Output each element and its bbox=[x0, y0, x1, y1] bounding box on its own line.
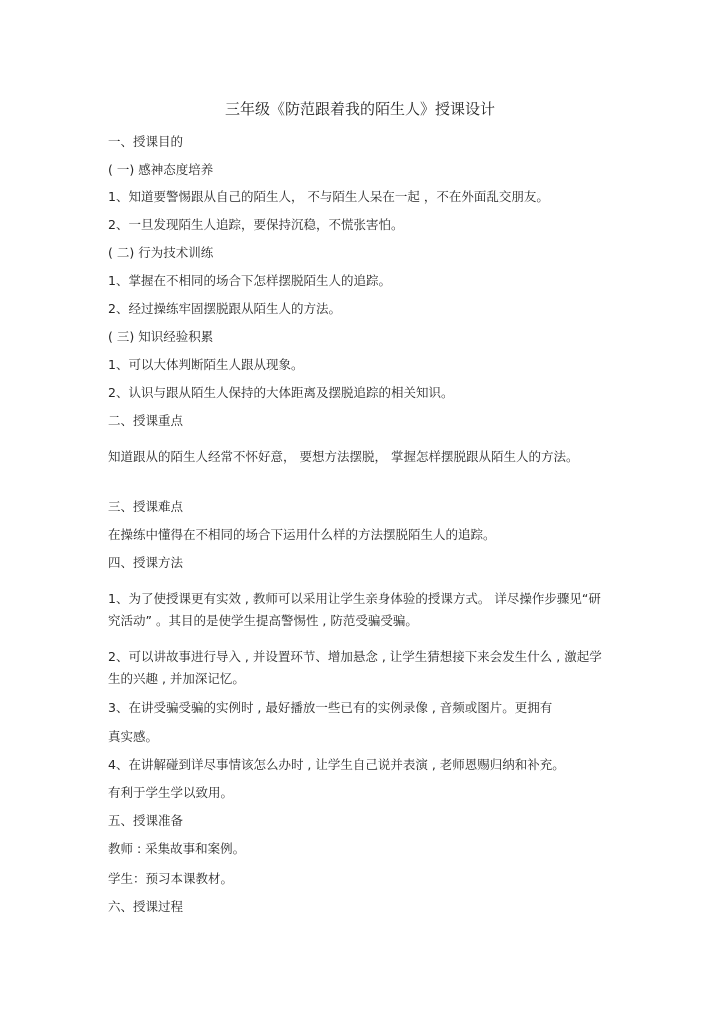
paragraph-line: 在操练中懂得在不相同的场合下运用什么样的方法摆脱陌生人的追踪。 bbox=[108, 527, 496, 542]
subsection-heading: ( 三) 知识经验积累 bbox=[108, 329, 214, 344]
section-heading: 六、授课过程 bbox=[108, 899, 184, 914]
paragraph-line: 1、知道要警惕跟从自己的陌生人， 不与陌生人呆在一起 ，不在外面乱交朋友。 bbox=[108, 189, 549, 204]
paragraph-line: 真实感。 bbox=[108, 729, 159, 744]
paragraph-block: 知道跟从的陌生人经常不怀好意， 要想方法摆脱， 掌握怎样摆脱跟从陌生人的方法。 bbox=[108, 449, 579, 464]
section-heading: 二、授课重点 bbox=[108, 413, 184, 428]
paragraph-line: 有利于学生学以致用。 bbox=[108, 785, 234, 800]
paragraph-line: 4、在讲解碰到详尽事情该怎么办时 , 让学生自己说并表演 , 老师恩赐归纳和补充。 bbox=[108, 757, 565, 772]
document-title: 三年级《防范跟着我的陌生人》授课设计 bbox=[224, 100, 495, 118]
paragraph-line: 学生：预习本课教材。 bbox=[108, 871, 234, 886]
paragraph-line: 3、在讲受骗受骗的实例时 , 最好播放一些已有的实例录像 , 音频或图片。更拥有 bbox=[108, 700, 553, 715]
paragraph-line: 2、认识与跟从陌生人保持的大体距离及摆脱追踪的相关知识。 bbox=[108, 385, 454, 400]
section-heading: 五、授课准备 bbox=[108, 813, 184, 828]
paragraph-line: 1、可以大体判断陌生人跟从现象。 bbox=[108, 357, 304, 372]
paragraph-line: 2、经过操练牢固摆脱跟从陌生人的方法。 bbox=[108, 301, 341, 316]
subsection-heading: ( 一) 感神态度培养 bbox=[108, 162, 214, 177]
paragraph-block: 1、为了使授课更有实效 , 教师可以采用让学生亲身体验的授课方式。 详尽操作步骤见“研究活动” 。其目的是使学生提高警惕性 , 防范受骗受骗。 bbox=[108, 591, 601, 628]
subsection-heading: ( 二) 行为技术训练 bbox=[108, 245, 214, 260]
paragraph-line: 1、掌握在不相同的场合下怎样摆脱陌生人的追踪。 bbox=[108, 273, 391, 288]
section-heading: 一、授课目的 bbox=[108, 134, 184, 149]
paragraph-block: 2、可以讲故事进行导入 , 并设置环节、增加悬念 , 让学生猜想接下来会发生什么 , 激起学生的兴趣 , 并加深记忆。 bbox=[108, 649, 602, 686]
paragraph-line: 2、一旦发现陌生人追踪，要保持沉稳，不慌张害怕。 bbox=[108, 217, 404, 232]
paragraph-line: 教师 : 采集故事和案例。 bbox=[108, 841, 246, 856]
section-heading: 三、授课难点 bbox=[108, 499, 184, 514]
section-heading: 四、授课方法 bbox=[108, 555, 184, 570]
